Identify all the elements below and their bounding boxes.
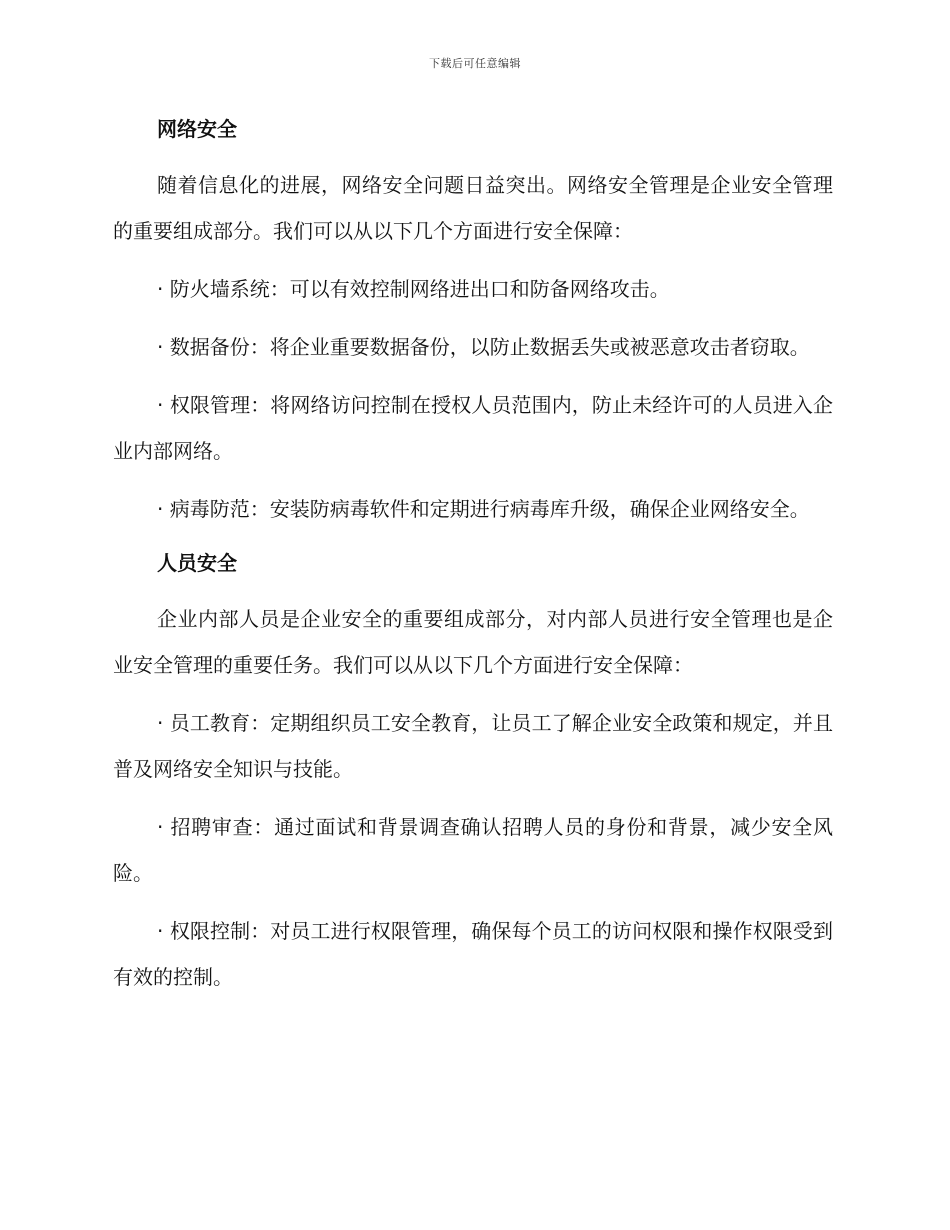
list-item: · 权限控制：对员工进行权限管理，确保每个员工的访问权限和操作权限受到有效的控制。 [113, 919, 833, 989]
page-header: 下载后可任意编辑 [429, 57, 521, 70]
list-item: · 病毒防范：安装防病毒软件和定期进行病毒库升级，确保企业网络安全。 [157, 497, 810, 521]
list-item: · 员工教育：定期组织员工安全教育，让员工了解企业安全政策和规定，并且普及网络安全知识与技能。 [113, 711, 833, 781]
section-intro: 企业内部人员是企业安全的重要组成部分，对内部人员进行安全管理也是企业安全管理的重要任务。我们可以从以下几个方面进行安全保障： [113, 607, 833, 677]
list-item: · 招聘审查：通过面试和背景调查确认招聘人员的身份和背景，减少安全风险。 [113, 815, 833, 885]
section-heading: 人员安全 [157, 551, 237, 575]
document-body [113, 110, 833, 1012]
section-network-security [113, 110, 833, 532]
section-personnel-security [113, 544, 833, 1000]
list-item: · 数据备份：将企业重要数据备份，以防止数据丢失或被恶意攻击者窃取。 [157, 335, 810, 359]
section-intro: 随着信息化的进展，网络安全问题日益突出。网络安全管理是企业安全管理的重要组成部分。我们可以从以下几个方面进行安全保障： [113, 173, 833, 243]
list-item: · 防火墙系统：可以有效控制网络进出口和防备网络攻击。 [157, 277, 670, 301]
section-heading: 网络安全 [157, 117, 237, 141]
list-item: · 权限管理：将网络访问控制在授权人员范围内，防止未经许可的人员进入企业内部网络。 [113, 393, 833, 463]
